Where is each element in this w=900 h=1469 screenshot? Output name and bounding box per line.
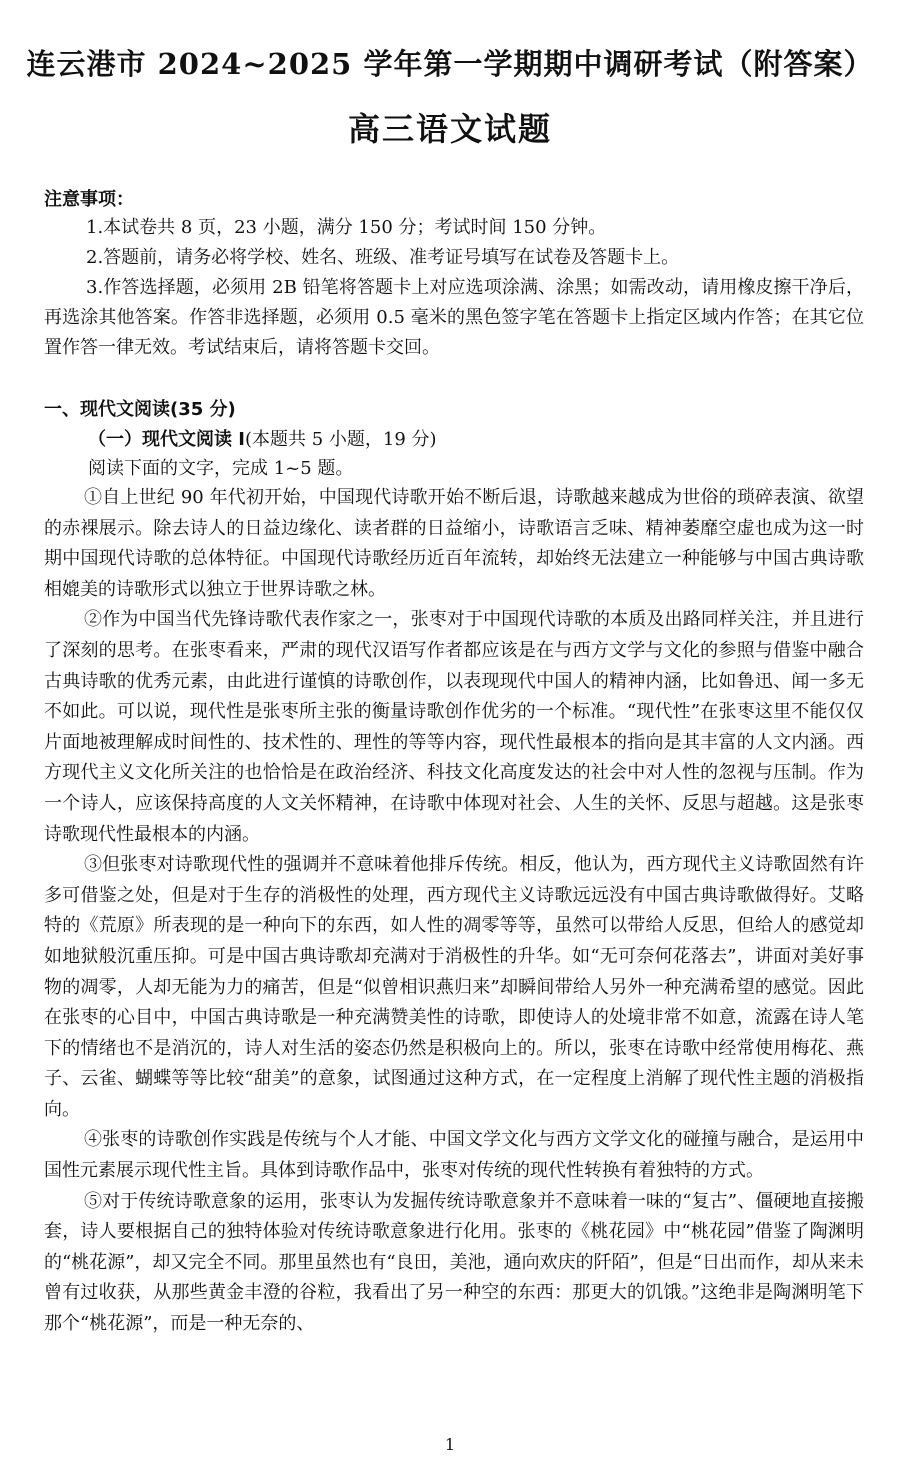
document-subtitle: 高三语文试题 (347, 110, 552, 148)
notice-item: 2.答题前，请务必将学校、姓名、班级、准考证号填写在试卷及答题卡上。 (86, 247, 680, 268)
subsection-heading (88, 426, 437, 454)
passage-paragraph: ⑤对于传统诗歌意象的运用，张枣认为发掘传统诗歌意象并不意味着一味的“复古”、僵硬地直接搬套，诗人要根据自己的独特体验对传统诗歌意象进行化用。张枣的《桃花园》中“桃花园”借鉴了陶渊明的“桃花源”，却又完全不同。那里虽然也有“良田，美池，通向欢庆的阡陌”，但是“日出而作，却从来未曾有过收获，从那些黄金丰澄的谷粒，我看出了另一种空的东西：那更大的饥饿。”这绝非是陶渊明笔下那个“桃花源”，而是一种无奈的、 (44, 1190, 865, 1335)
passage-paragraph: ④张枣的诗歌创作实践是传统与个人才能、中国文学文化与西方文学文化的碰撞与融合，是运用中国性元素展示现代性主旨。具体到诗歌作品中，张枣对传统的现代性转换有着独特的方式。 (44, 1129, 864, 1182)
subsection-label: （一）现代文阅读 I (88, 429, 245, 450)
document-title: 连云港市 2024~2025 学年第一学期期中调研考试（附答案） (26, 47, 874, 81)
notice-heading: 注意事项： (44, 189, 134, 210)
notice-item: 1.本试卷共 8 页，23 小题，满分 150 分；考试时间 150 分钟。 (86, 217, 607, 238)
section-heading: 一、现代文阅读(35 分) (44, 399, 236, 420)
passage-paragraph: ①自上世纪 90 年代初开始，中国现代诗歌开始不断后退，诗歌越来越成为世俗的琐碎表演、欲望的赤裸展示。除去诗人的日益边缘化、读者群的日益缩小，诗歌语言乏味、精神萎靡空虚也成为这一时期中国现代诗歌的总体特征。中国现代诗歌经历近百年流转，却始终无法建立一种能够与中国古典诗歌相媲美的诗歌形式以独立于世界诗歌之林。 (44, 487, 864, 600)
reading-passage (44, 483, 864, 1340)
notice-item: 3.作答选择题，必须用 2B 铅笔将答题卡上对应选项涂满、涂黑；如需改动，请用橡皮擦干净后，再选涂其他答案。作答非选择题，必须用 0.5 毫米的黑色签字笔在答题卡上指定区域内作答；在其它位置作答一律无效。考试结束后，请将答题卡交回。 (44, 277, 864, 358)
passage-paragraph: ②作为中国当代先锋诗歌代表作家之一，张枣对于中国现代诗歌的本质及出路同样关注，并且进行了深刻的思考。在张枣看来，严肃的现代汉语写作者都应该是在与西方文学与文化的参照与借鉴中融合古典诗歌的优秀元素，由此进行谨慎的诗歌创作，以表现现代中国人的精神内涵，比如鲁迅、闻一多无不如此。可以说，现代性是张枣所主张的衡量诗歌创作优劣的一个标准。“现代性”在张枣这里不能仅仅片面地被理解成时间性的、技术性的、理性的等等内容，现代性最根本的指向是其丰富的人文内涵。西方现代主义文化所关注的也恰恰是在政治经济、科技文化高度发达的社会中对人性的忽视与压制。作为一个诗人，应该保持高度的人文关怀精神，在诗歌中体现对社会、人生的关怀、反思与超越。这是张枣诗歌现代性最根本的内涵。 (44, 609, 864, 845)
page-number: 1 (444, 1435, 456, 1454)
passage-paragraph: ③但张枣对诗歌现代性的强调并不意味着他排斥传统。相反，他认为，西方现代主义诗歌固然有许多可借鉴之处，但是对于生存的消极性的处理，西方现代主义诗歌远远没有中国古典诗歌做得好。艾略特的《荒原》所表现的是一种向下的东西，如人性的凋零等等，虽然可以带给人反思，但给人的感觉却如地狱般沉重压抑。可是中国古典诗歌却充满对于消极性的升华。如“无可奈何花落去”，讲面对美好事物的凋零，人却无能为力的痛苦，但是“似曾相识燕归来”却瞬间带给人另外一种充满希望的感觉。因此在张枣的心目中，中国古典诗歌是一种充满赞美性的诗歌，即使诗人的处境非常不如意，流露在诗人笔下的情绪也不是消沉的，诗人对生活的姿态仍然是积极向上的。所以，张枣在诗歌中经常使用梅花、燕子、云雀、蝴蝶等等比较“甜美”的意象，试图通过这种方式，在一定程度上消解了现代性主题的消极指向。 (44, 854, 864, 1120)
subsection-note: (本题共 5 小题，19 分) (244, 429, 437, 450)
reading-instruction: 阅读下面的文字，完成 1~5 题。 (88, 458, 354, 479)
notice-list (44, 213, 864, 363)
